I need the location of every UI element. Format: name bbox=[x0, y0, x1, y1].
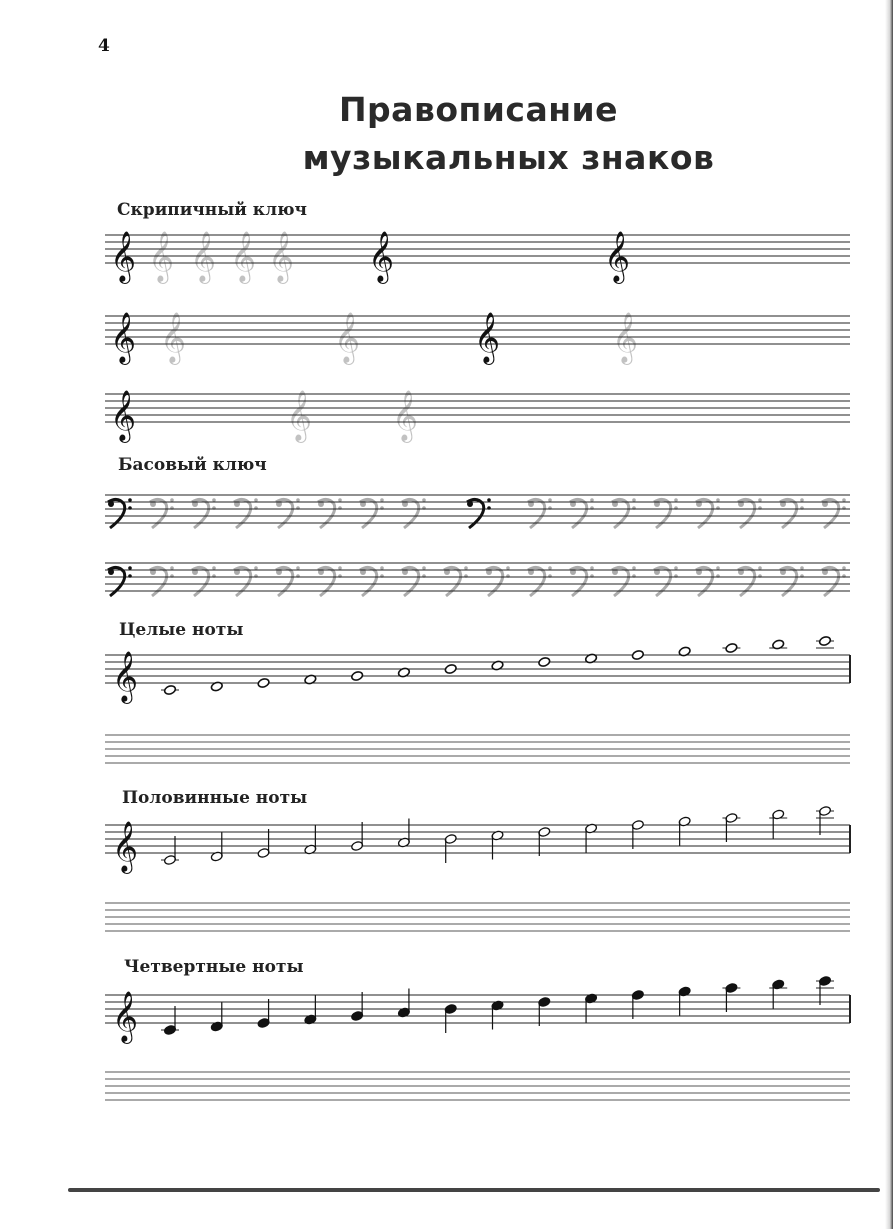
half-note-icon bbox=[722, 813, 740, 842]
treble-clef-icon: 𝄞 bbox=[368, 231, 395, 282]
quarter-note-icon bbox=[769, 979, 787, 1008]
bass-clef-practice-icon bbox=[612, 498, 636, 528]
half-note-icon bbox=[210, 833, 223, 862]
quarter-note-icon bbox=[585, 993, 598, 1022]
section-heading-half-notes: Половинные ноты bbox=[122, 788, 308, 808]
quarter-note-icon bbox=[304, 996, 317, 1025]
whole-notes-practice-staff bbox=[0, 725, 893, 785]
quarter-note-icon bbox=[397, 989, 410, 1018]
quarter-note-icon bbox=[210, 1003, 223, 1032]
quarter-note-icon bbox=[631, 990, 644, 1019]
bass-clef-practice-icon bbox=[612, 566, 636, 596]
treble-clef-practice-icon: 𝄞 bbox=[268, 231, 295, 282]
bass-clef-practice-icon bbox=[822, 566, 846, 596]
bass-clef-practice-icon bbox=[402, 498, 426, 528]
bass-clef-practice-icon bbox=[696, 566, 720, 596]
bass-clef-practice-icon bbox=[738, 566, 762, 596]
half-note-icon bbox=[585, 823, 598, 852]
bass-clef-practice-icon bbox=[402, 566, 426, 596]
bass-clef-practice-icon bbox=[822, 498, 846, 528]
page-title-line-2: музыкальных знаков bbox=[302, 138, 715, 177]
half-note-icon bbox=[538, 827, 551, 856]
bass-clef-practice-icon bbox=[444, 566, 468, 596]
bass-clef-practice-icon bbox=[192, 566, 216, 596]
whole-notes-staff bbox=[0, 645, 893, 725]
bass-staff-1 bbox=[0, 485, 893, 545]
quarter-note-icon bbox=[161, 1006, 179, 1035]
section-heading-whole-notes: Целые ноты bbox=[119, 620, 244, 640]
half-note-icon bbox=[257, 829, 270, 858]
quarter-note-icon bbox=[678, 986, 691, 1015]
treble-clef-icon: 𝄞 bbox=[110, 312, 137, 363]
whole-note-icon bbox=[161, 685, 179, 696]
half-note-icon bbox=[769, 809, 787, 838]
bass-clef-practice-icon bbox=[528, 566, 552, 596]
treble-clef-practice-icon: 𝄞 bbox=[392, 390, 419, 441]
whole-note-icon bbox=[351, 671, 364, 682]
quarter-note-icon bbox=[538, 997, 551, 1026]
bass-clef-practice-icon bbox=[696, 498, 720, 528]
treble-clef-icon: 𝄞 bbox=[112, 991, 139, 1042]
whole-note-icon bbox=[769, 639, 787, 650]
treble-clef-icon: 𝄞 bbox=[604, 231, 631, 282]
quarter-notes-staff bbox=[0, 985, 893, 1065]
quarter-note-icon bbox=[491, 1000, 504, 1029]
bass-clef-practice-icon bbox=[192, 498, 216, 528]
quarter-note-icon bbox=[444, 1004, 457, 1033]
bass-clef-practice-icon bbox=[780, 498, 804, 528]
bass-clef-practice-icon bbox=[318, 566, 342, 596]
bass-clef-practice-icon bbox=[654, 498, 678, 528]
quarter-note-icon bbox=[816, 976, 834, 1005]
page-title-line-1: Правописание bbox=[338, 90, 619, 129]
treble-clef-practice-icon: 𝄞 bbox=[160, 312, 187, 363]
treble-staff-3 bbox=[0, 384, 893, 444]
bass-clef-practice-icon bbox=[654, 566, 678, 596]
half-note-icon bbox=[678, 816, 691, 845]
half-note-icon bbox=[397, 819, 410, 848]
quarter-note-icon bbox=[722, 983, 740, 1012]
bass-clef-icon bbox=[108, 566, 132, 596]
bass-clef-practice-icon bbox=[276, 498, 300, 528]
half-notes-staff bbox=[0, 815, 893, 895]
treble-clef-icon: 𝄞 bbox=[112, 651, 139, 702]
bass-clef-practice-icon bbox=[150, 566, 174, 596]
bass-staff-2 bbox=[0, 553, 893, 613]
treble-clef-icon: 𝄞 bbox=[474, 312, 501, 363]
bass-clef-practice-icon bbox=[318, 498, 342, 528]
treble-clef-practice-icon: 𝄞 bbox=[612, 312, 639, 363]
half-note-icon bbox=[491, 830, 504, 859]
whole-note-icon bbox=[816, 636, 834, 648]
section-heading-bass-clef: Басовый ключ bbox=[118, 455, 267, 475]
bass-clef-practice-icon bbox=[234, 566, 258, 596]
treble-clef-icon: 𝄞 bbox=[112, 821, 139, 872]
page-number: 4 bbox=[98, 36, 110, 56]
half-note-icon bbox=[631, 820, 644, 849]
half-notes-practice-staff bbox=[0, 893, 893, 953]
bass-clef-practice-icon bbox=[486, 566, 510, 596]
treble-clef-practice-icon: 𝄞 bbox=[230, 231, 257, 282]
half-note-icon bbox=[351, 822, 364, 851]
section-heading-treble-clef: Скрипичный ключ bbox=[117, 200, 307, 220]
treble-clef-practice-icon: 𝄞 bbox=[334, 312, 361, 363]
half-note-icon bbox=[304, 826, 317, 855]
treble-clef-practice-icon: 𝄞 bbox=[190, 231, 217, 282]
bass-clef-icon bbox=[467, 498, 491, 528]
bass-clef-practice-icon bbox=[528, 498, 552, 528]
bass-clef-practice-icon bbox=[150, 498, 174, 528]
quarter-note-icon bbox=[257, 999, 270, 1028]
quarter-note-icon bbox=[351, 992, 364, 1021]
whole-note-icon bbox=[444, 664, 457, 675]
whole-note-icon bbox=[538, 657, 551, 668]
whole-note-icon bbox=[631, 650, 644, 661]
bass-clef-icon bbox=[108, 498, 132, 528]
treble-staff-2 bbox=[0, 306, 893, 366]
page-bottom-rule bbox=[68, 1188, 880, 1192]
half-note-icon bbox=[816, 806, 834, 835]
treble-staff-1 bbox=[0, 225, 893, 285]
bass-clef-practice-icon bbox=[360, 498, 384, 528]
bass-clef-practice-icon bbox=[360, 566, 384, 596]
bass-clef-practice-icon bbox=[570, 498, 594, 528]
bass-clef-practice-icon bbox=[276, 566, 300, 596]
treble-clef-practice-icon: 𝄞 bbox=[286, 390, 313, 441]
treble-clef-practice-icon: 𝄞 bbox=[148, 231, 175, 282]
whole-note-icon bbox=[257, 678, 270, 689]
half-note-icon bbox=[444, 834, 457, 863]
treble-clef-icon: 𝄞 bbox=[110, 390, 137, 441]
whole-note-icon bbox=[722, 643, 740, 654]
bass-clef-practice-icon bbox=[780, 566, 804, 596]
scan-edge-shadow bbox=[885, 0, 893, 1229]
treble-clef-icon: 𝄞 bbox=[110, 231, 137, 282]
bass-clef-practice-icon bbox=[738, 498, 762, 528]
bass-clef-practice-icon bbox=[570, 566, 594, 596]
bass-clef-practice-icon bbox=[234, 498, 258, 528]
half-note-icon bbox=[161, 836, 179, 865]
section-heading-quarter-notes: Четвертные ноты bbox=[124, 957, 304, 977]
quarter-notes-practice-staff bbox=[0, 1062, 893, 1122]
